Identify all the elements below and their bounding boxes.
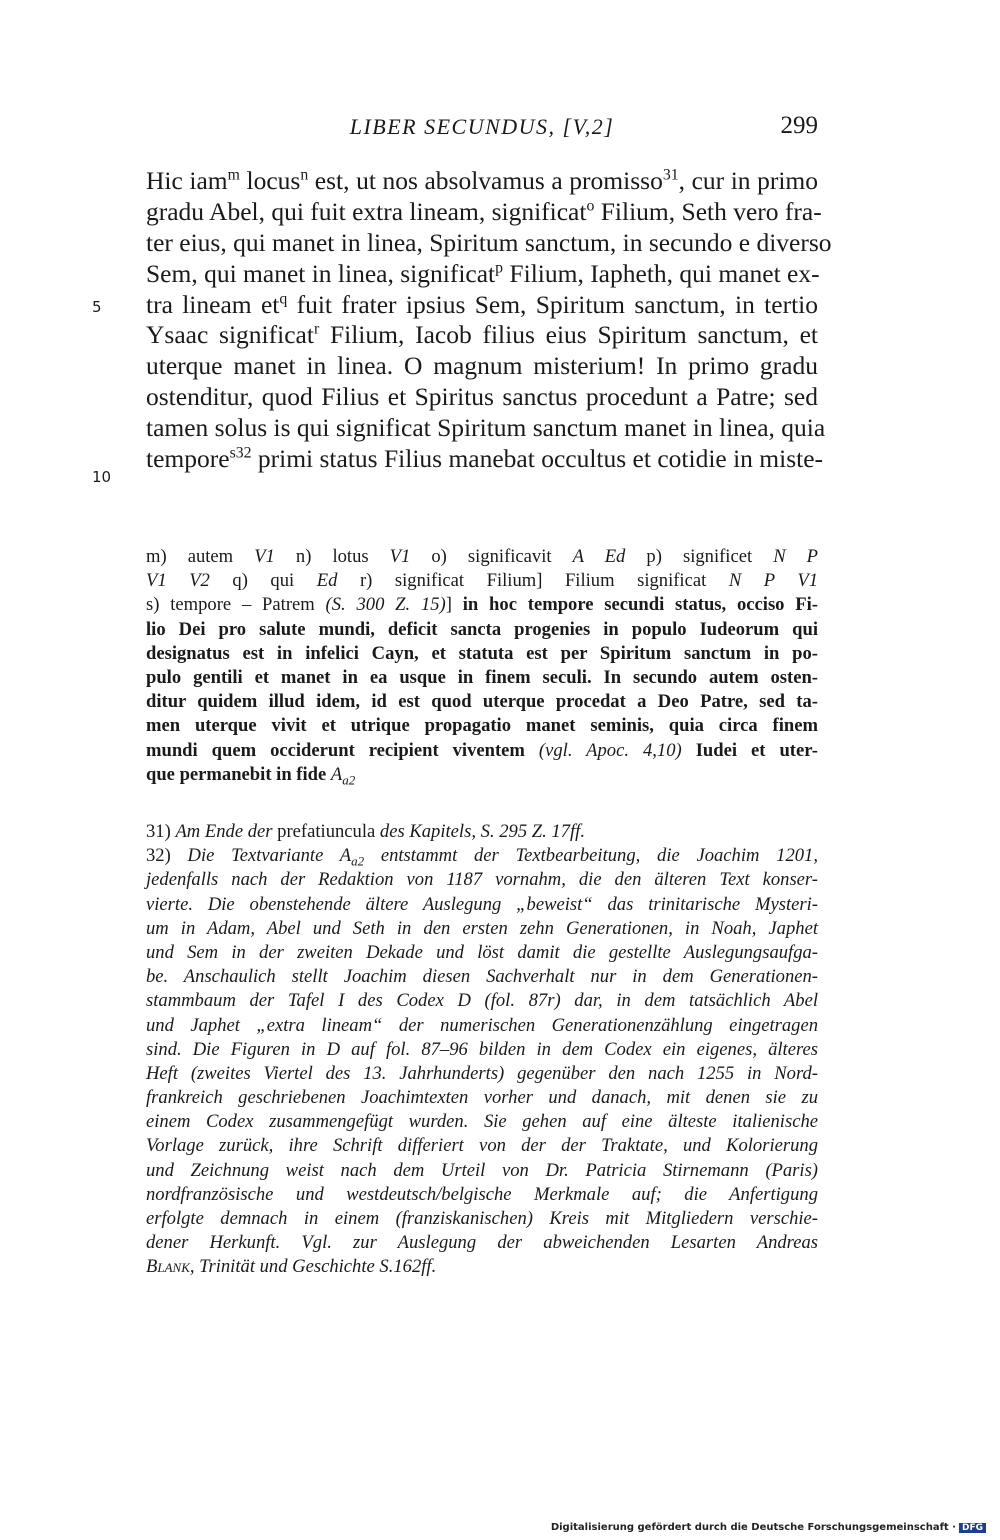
main-line-8: ostenditur, quod Filius et Spiritus sanctus procedunt a Patre; sed (146, 382, 818, 412)
footnote-32-line-13: Vorlage zurück, ihre Schrift differiert von der der Traktate, und Kolorierung (146, 1135, 818, 1157)
dfg-logo: DFG (959, 1523, 986, 1533)
footnote-32-line-10: Heft (zweites Viertel des 13. Jahrhunderts) gegenüber den nach 1255 in Nord- (146, 1062, 818, 1084)
digitization-footer (551, 1522, 986, 1533)
main-line-3: ter eius, qui manet in linea, Spiritum sanctum, in secundo e diverso (146, 227, 832, 257)
page-header (146, 112, 818, 148)
footnote-32-line-1: 32) Die Textvariante $A_{a2}$ entstammt der Textbearbeitung, die Joachim 1201, (146, 845, 818, 869)
footnotes (146, 820, 818, 1280)
main-line-9: tamen solus is qui significat Spiritum sanctum manet in linea, quia (146, 413, 826, 443)
line-number-5: 5 (92, 298, 102, 316)
apparatus-line-5: designatus est in infelici Cayn, et statuta est per Spiritum sanctum in po- (146, 642, 818, 664)
main-line-10: tempore$^{s32}$ primi status Filius manebat occultus et cotidie in miste- (146, 444, 824, 474)
footnote-32-line-6: be. Anschaulich stellt Joachim diesen Sachverhalt nur in dem Generationen- (146, 966, 818, 988)
main-line-7: uterque manet in linea. O magnum misterium! In primo gradu (146, 351, 818, 381)
footnote-32-line-7: stammbaum der Tafel I des Codex D (fol. 87r) dar, in dem tatsächlich Abel (146, 990, 818, 1012)
footnote-32-line-4: um in Adam, Abel und Seth in den ersten zehn Generationen, in Noah, Japhet (146, 917, 818, 939)
footnote-32-line-17: dener Herkunft. Vgl. zur Auslegung der abweichenden Lesarten Andreas (146, 1232, 818, 1254)
footer-text: Digitalisierung gefördert durch die Deutsche Forschungsgemeinschaft · (550, 1522, 956, 1533)
footnote-32-line-5: und Sem in der zweiten Dekade und löst damit die gestellte Auslegungsaufga- (146, 941, 818, 963)
line-number-10: 10 (92, 468, 112, 486)
apparatus-line-9: mundi quem occiderunt recipient viventem (vgl. Apoc. 4,10) Iudei et uter- (146, 739, 818, 761)
main-line-1: Hic iam$^m$ locus$^n$ est, ut nos absolvamus a promisso$^{31}$, cur in primo (146, 166, 819, 195)
footnote-32-line-15: nordfranzösische und westdeutsch/belgische Merkmale auf; die Anfertigung (146, 1183, 818, 1205)
apparatus-line-4: lio Dei pro salute mundi, deficit sancta progenies in populo Iudeorum qui (146, 618, 818, 640)
apparatus-line-8: men uterque vivit et utrique propagatio manet seminis, quia circa finem (146, 715, 818, 737)
footnote-32-line-18: Blank, Trinität und Geschichte S.162ff. (146, 1256, 437, 1278)
main-line-5: tra lineam $et^q$ fuit frater ipsius Sem, Spiritum sanctum, in tertio (146, 289, 818, 319)
footnote-32-line-16: erfolgte demnach in einem (franziskanischen) Kreis mit Mitgliedern verschie- (146, 1208, 818, 1229)
apparatus-line-10: que permanebit in fide $A_{a2}$ (146, 763, 356, 788)
main-line-4: Sem, qui manet in linea, significat$^p$ Filium, Iapheth, qui manet ex- (146, 258, 820, 288)
apparatus-line-2: V1 V2 q) qui Ed r) significat Filium] Filium significat N P V1 (146, 570, 818, 592)
footnote-32-line-9: sind. Die Figuren in D auf fol. 87–96 bilden in dem Codex ein eigenes, älteres (146, 1038, 818, 1060)
main-line-2: gradu Abel, qui fuit extra lineam, significat$^o$ Filium, Seth vero fra- (146, 196, 822, 226)
running-title: LIBER SECUNDUS, [V,2] (349, 114, 615, 139)
main-line-6: Ysaac significat$^r$ Filium, Iacob filius eius Spiritum sanctum, et (146, 320, 818, 350)
apparatus-line-1: m) autem V1 n) lotus V1 o) significavit A Ed p) significet N P (146, 546, 819, 567)
critical-apparatus (146, 545, 818, 787)
footnote-32-line-14: und Zeichnung weist nach dem Urteil von Dr. Patricia Stirnemann (Paris) (146, 1159, 818, 1181)
page-number: 299 (780, 112, 818, 139)
footnote-32-line-8: und Japhet „extra lineam“ der numerischen Generationenzählung eingetragen (146, 1014, 818, 1036)
footnote-32-line-3: vierte. Die obenstehende ältere Auslegung „beweist“ das trinitarische Mysteri- (146, 893, 818, 915)
apparatus-line-6: pulo gentili et manet in ea usque in finem seculi. In secundo autem osten- (146, 666, 818, 688)
footnote-32-line-11: frankreich geschriebenen Joachimtexten vorher und danach, mit denen sie zu (146, 1087, 818, 1109)
main-text (146, 166, 832, 475)
footnote-32-line-2: jedenfalls nach der Redaktion von 1187 vornahm, die den älteren Text konser- (146, 869, 818, 891)
apparatus-line-7: ditur quidem illud idem, id est quod uterque procedat a Deo Patre, sed ta- (146, 691, 818, 713)
footnote-31: 31) Am Ende der prefatiuncula des Kapitels, S. 295 Z. 17ff. (146, 821, 585, 842)
apparatus-line-3: s) tempore – Patrem (S. 300 Z. 15)] in hoc tempore secundi status, occiso Fi- (146, 594, 818, 616)
footnote-32-line-12: einem Codex zusammengefügt wurden. Sie gehen auf eine älteste italienische (146, 1111, 818, 1133)
